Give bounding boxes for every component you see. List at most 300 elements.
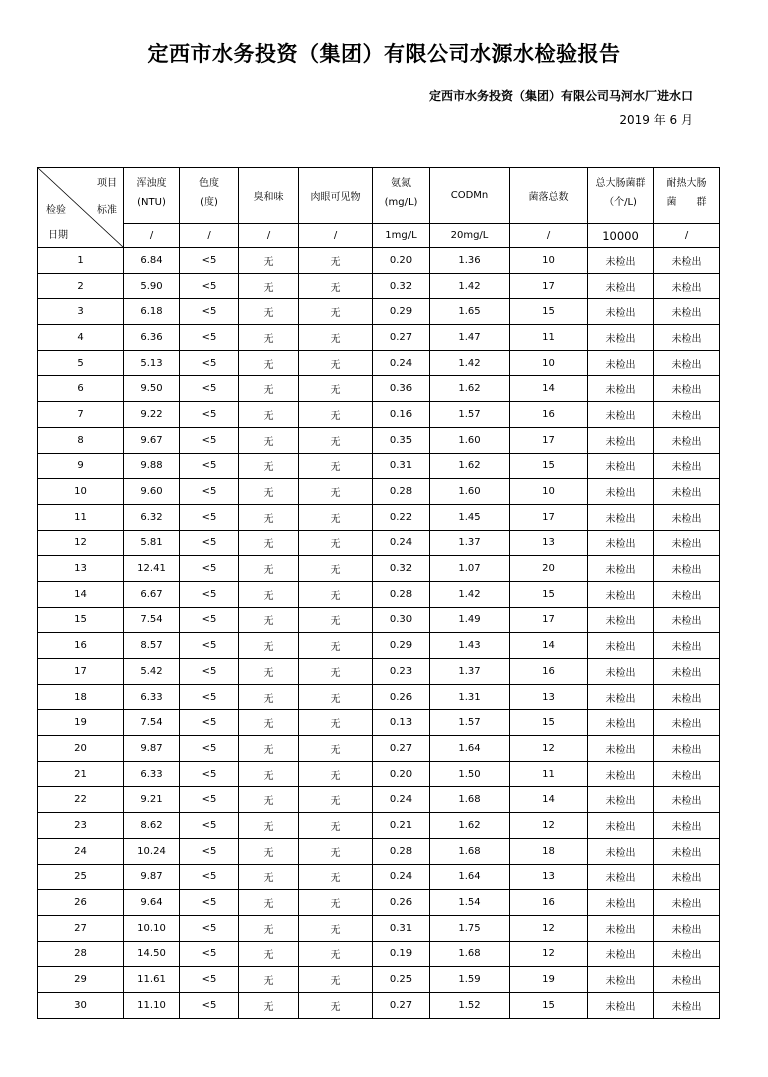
table-cell: 15 bbox=[510, 710, 588, 736]
table-row bbox=[38, 992, 720, 1018]
table-cell: 1.50 bbox=[430, 761, 510, 787]
table-cell: 无 bbox=[239, 787, 299, 813]
table-cell: 未检出 bbox=[588, 941, 654, 967]
table-cell: 5.90 bbox=[124, 273, 180, 299]
table-cell: 7.54 bbox=[124, 710, 180, 736]
table-cell: 无 bbox=[239, 736, 299, 762]
table-cell: <5 bbox=[180, 941, 239, 967]
table-cell: 17 bbox=[510, 607, 588, 633]
table-cell: 0.24 bbox=[373, 864, 430, 890]
row-day: 3 bbox=[38, 299, 124, 325]
table-cell: 1.64 bbox=[430, 736, 510, 762]
table-row bbox=[38, 530, 720, 556]
table-cell: 20 bbox=[510, 556, 588, 582]
row-day: 6 bbox=[38, 376, 124, 402]
table-cell: 未检出 bbox=[588, 736, 654, 762]
row-day: 27 bbox=[38, 915, 124, 941]
table-cell: 未检出 bbox=[654, 402, 720, 428]
table-cell: 0.19 bbox=[373, 941, 430, 967]
table-body bbox=[38, 248, 720, 1019]
table-cell: 0.32 bbox=[373, 556, 430, 582]
table-cell: 无 bbox=[299, 633, 373, 659]
table-cell: <5 bbox=[180, 376, 239, 402]
table-cell: 11 bbox=[510, 325, 588, 351]
table-cell: 未检出 bbox=[588, 633, 654, 659]
table-cell: 14 bbox=[510, 787, 588, 813]
table-cell: 未检出 bbox=[654, 479, 720, 505]
table-cell: 0.28 bbox=[373, 838, 430, 864]
header-corner-cell bbox=[38, 168, 124, 248]
row-day: 10 bbox=[38, 479, 124, 505]
table-cell: 未检出 bbox=[654, 581, 720, 607]
table-cell: 无 bbox=[239, 376, 299, 402]
table-cell: 1.62 bbox=[430, 813, 510, 839]
col-ammonia: 氨氮 (mg/L) bbox=[373, 168, 430, 224]
table-cell: 19 bbox=[510, 967, 588, 993]
table-cell: 0.26 bbox=[373, 890, 430, 916]
table-cell: 未检出 bbox=[654, 376, 720, 402]
table-cell: 0.24 bbox=[373, 350, 430, 376]
table-cell: 无 bbox=[299, 787, 373, 813]
report-title: 定西市水务投资（集团）有限公司水源水检验报告 bbox=[147, 42, 621, 66]
table-cell: 0.13 bbox=[373, 710, 430, 736]
table-cell: 6.18 bbox=[124, 299, 180, 325]
table-cell: 9.50 bbox=[124, 376, 180, 402]
table-cell: 8.62 bbox=[124, 813, 180, 839]
table-cell: 0.20 bbox=[373, 248, 430, 274]
table-cell: 6.36 bbox=[124, 325, 180, 351]
table-cell: 未检出 bbox=[654, 453, 720, 479]
row-day: 11 bbox=[38, 504, 124, 530]
table-cell: 0.29 bbox=[373, 299, 430, 325]
table-cell: 未检出 bbox=[654, 890, 720, 916]
table-cell: 未检出 bbox=[654, 633, 720, 659]
table-cell: <5 bbox=[180, 581, 239, 607]
row-day: 21 bbox=[38, 761, 124, 787]
table-cell: 未检出 bbox=[588, 299, 654, 325]
table-cell: 未检出 bbox=[588, 325, 654, 351]
table-cell: 16 bbox=[510, 890, 588, 916]
table-cell: 12.41 bbox=[124, 556, 180, 582]
table-cell: 0.23 bbox=[373, 659, 430, 685]
table-cell: <5 bbox=[180, 864, 239, 890]
table-cell: 1.47 bbox=[430, 325, 510, 351]
table-cell: 6.67 bbox=[124, 581, 180, 607]
header-check-label: 检验 bbox=[46, 205, 66, 216]
table-cell: 13 bbox=[510, 530, 588, 556]
table-cell: <5 bbox=[180, 992, 239, 1018]
table-cell: 无 bbox=[239, 838, 299, 864]
table-cell: 未检出 bbox=[588, 992, 654, 1018]
table-cell: 1.57 bbox=[430, 710, 510, 736]
standards-row bbox=[38, 224, 720, 248]
table-row bbox=[38, 453, 720, 479]
table-cell: <5 bbox=[180, 915, 239, 941]
table-row bbox=[38, 479, 720, 505]
table-cell: 未检出 bbox=[654, 967, 720, 993]
table-cell: 1.75 bbox=[430, 915, 510, 941]
table-cell: 17 bbox=[510, 504, 588, 530]
table-cell: 无 bbox=[299, 890, 373, 916]
table-cell: 无 bbox=[299, 299, 373, 325]
table-cell: 未检出 bbox=[588, 530, 654, 556]
table-cell: <5 bbox=[180, 402, 239, 428]
table-cell: 无 bbox=[299, 530, 373, 556]
col-color: 色度 (度) bbox=[180, 168, 239, 224]
table-cell: 无 bbox=[299, 427, 373, 453]
standard-value: / bbox=[299, 224, 373, 248]
table-cell: 无 bbox=[239, 761, 299, 787]
table-cell: 0.35 bbox=[373, 427, 430, 453]
table-cell: 1.49 bbox=[430, 607, 510, 633]
table-cell: <5 bbox=[180, 890, 239, 916]
standard-value: 10000 bbox=[588, 224, 654, 248]
table-row bbox=[38, 684, 720, 710]
table-row bbox=[38, 787, 720, 813]
table-cell: 无 bbox=[299, 915, 373, 941]
table-cell: <5 bbox=[180, 325, 239, 351]
table-cell: 6.32 bbox=[124, 504, 180, 530]
row-day: 15 bbox=[38, 607, 124, 633]
table-cell: 无 bbox=[239, 941, 299, 967]
table-cell: 未检出 bbox=[654, 427, 720, 453]
table-cell: 未检出 bbox=[588, 581, 654, 607]
table-cell: 10 bbox=[510, 248, 588, 274]
table-row bbox=[38, 838, 720, 864]
table-cell: 无 bbox=[299, 761, 373, 787]
table-cell: 无 bbox=[239, 402, 299, 428]
table-cell: 无 bbox=[299, 992, 373, 1018]
row-day: 22 bbox=[38, 787, 124, 813]
table-cell: 无 bbox=[239, 273, 299, 299]
table-cell: 未检出 bbox=[654, 864, 720, 890]
table-cell: 未检出 bbox=[588, 273, 654, 299]
table-cell: <5 bbox=[180, 479, 239, 505]
table-cell: 0.16 bbox=[373, 402, 430, 428]
table-cell: 未检出 bbox=[654, 248, 720, 274]
table-cell: 14 bbox=[510, 633, 588, 659]
header-standard-label: 标准 bbox=[97, 205, 117, 216]
table-cell: 未检出 bbox=[654, 787, 720, 813]
table-cell: 9.64 bbox=[124, 890, 180, 916]
table-cell: 无 bbox=[299, 504, 373, 530]
table-row bbox=[38, 915, 720, 941]
table-cell: 无 bbox=[239, 530, 299, 556]
table-cell: 未检出 bbox=[654, 530, 720, 556]
table-cell: 无 bbox=[239, 684, 299, 710]
table-row bbox=[38, 761, 720, 787]
table-cell: 未检出 bbox=[588, 915, 654, 941]
standard-value: / bbox=[510, 224, 588, 248]
row-day: 17 bbox=[38, 659, 124, 685]
table-cell: 未检出 bbox=[588, 350, 654, 376]
table-cell: 未检出 bbox=[654, 761, 720, 787]
table-cell: <5 bbox=[180, 967, 239, 993]
report-location: 定西市水务投资（集团）有限公司马河水厂进水口 bbox=[428, 89, 693, 103]
table-cell: 10.10 bbox=[124, 915, 180, 941]
water-quality-table bbox=[37, 167, 720, 1019]
table-cell: 无 bbox=[299, 248, 373, 274]
standard-value: / bbox=[180, 224, 239, 248]
table-cell: 0.31 bbox=[373, 915, 430, 941]
table-row bbox=[38, 556, 720, 582]
table-cell: <5 bbox=[180, 659, 239, 685]
table-cell: 12 bbox=[510, 813, 588, 839]
standard-value: / bbox=[124, 224, 180, 248]
table-cell: 无 bbox=[239, 659, 299, 685]
table-cell: 15 bbox=[510, 992, 588, 1018]
table-cell: 1.68 bbox=[430, 941, 510, 967]
row-day: 29 bbox=[38, 967, 124, 993]
table-row bbox=[38, 890, 720, 916]
table-cell: 0.21 bbox=[373, 813, 430, 839]
table-cell: <5 bbox=[180, 273, 239, 299]
table-cell: <5 bbox=[180, 530, 239, 556]
table-cell: 无 bbox=[299, 813, 373, 839]
row-day: 2 bbox=[38, 273, 124, 299]
header-date-label: 日期 bbox=[48, 230, 68, 241]
col-visible-matter: 肉眼可见物 bbox=[299, 168, 373, 224]
table-cell: 无 bbox=[239, 504, 299, 530]
header-item-label: 项目 bbox=[97, 178, 117, 189]
table-row bbox=[38, 941, 720, 967]
table-cell: 13 bbox=[510, 864, 588, 890]
table-cell: 未检出 bbox=[588, 813, 654, 839]
table-cell: 9.22 bbox=[124, 402, 180, 428]
table-cell: 5.81 bbox=[124, 530, 180, 556]
table-cell: 0.28 bbox=[373, 581, 430, 607]
table-cell: 0.28 bbox=[373, 479, 430, 505]
standard-value: 1mg/L bbox=[373, 224, 430, 248]
table-cell: 1.59 bbox=[430, 967, 510, 993]
table-cell: 10.24 bbox=[124, 838, 180, 864]
table-cell: <5 bbox=[180, 787, 239, 813]
table-row bbox=[38, 864, 720, 890]
row-day: 9 bbox=[38, 453, 124, 479]
row-day: 12 bbox=[38, 530, 124, 556]
table-cell: 未检出 bbox=[654, 299, 720, 325]
row-day: 18 bbox=[38, 684, 124, 710]
table-cell: 16 bbox=[510, 402, 588, 428]
table-cell: 未检出 bbox=[588, 453, 654, 479]
table-cell: <5 bbox=[180, 299, 239, 325]
table-cell: 9.21 bbox=[124, 787, 180, 813]
table-row bbox=[38, 633, 720, 659]
table-cell: 0.29 bbox=[373, 633, 430, 659]
table-cell: 无 bbox=[299, 659, 373, 685]
table-cell: <5 bbox=[180, 504, 239, 530]
row-day: 13 bbox=[38, 556, 124, 582]
col-colony-count: 菌落总数 bbox=[510, 168, 588, 224]
table-cell: 5.13 bbox=[124, 350, 180, 376]
table-cell: 无 bbox=[299, 325, 373, 351]
table-cell: 无 bbox=[299, 350, 373, 376]
table-cell: 未检出 bbox=[588, 402, 654, 428]
row-day: 5 bbox=[38, 350, 124, 376]
table-cell: 5.42 bbox=[124, 659, 180, 685]
table-cell: 无 bbox=[299, 864, 373, 890]
table-cell: 无 bbox=[239, 581, 299, 607]
table-cell: 12 bbox=[510, 736, 588, 762]
table-cell: 9.60 bbox=[124, 479, 180, 505]
table-cell: 无 bbox=[239, 813, 299, 839]
table-cell: 1.64 bbox=[430, 864, 510, 890]
table-cell: 1.65 bbox=[430, 299, 510, 325]
table-cell: 未检出 bbox=[654, 273, 720, 299]
table-cell: 无 bbox=[299, 479, 373, 505]
table-cell: 0.22 bbox=[373, 504, 430, 530]
table-cell: 无 bbox=[299, 607, 373, 633]
table-cell: 0.20 bbox=[373, 761, 430, 787]
row-day: 20 bbox=[38, 736, 124, 762]
table-cell: 无 bbox=[299, 838, 373, 864]
table-cell: 11.10 bbox=[124, 992, 180, 1018]
table-cell: 1.57 bbox=[430, 402, 510, 428]
table-cell: 未检出 bbox=[588, 761, 654, 787]
table-cell: 1.68 bbox=[430, 838, 510, 864]
table-cell: 14 bbox=[510, 376, 588, 402]
table-cell: 未检出 bbox=[588, 967, 654, 993]
table-cell: 未检出 bbox=[588, 556, 654, 582]
table-cell: 无 bbox=[239, 967, 299, 993]
table-cell: 0.25 bbox=[373, 967, 430, 993]
table-cell: 未检出 bbox=[588, 504, 654, 530]
table-cell: 未检出 bbox=[588, 890, 654, 916]
table-row bbox=[38, 350, 720, 376]
table-cell: 9.67 bbox=[124, 427, 180, 453]
table-cell: 无 bbox=[239, 350, 299, 376]
table-cell: 1.43 bbox=[430, 633, 510, 659]
col-thermotolerant-coliform: 耐热大肠 菌 群 bbox=[654, 168, 720, 224]
table-cell: 10 bbox=[510, 479, 588, 505]
table-cell: 无 bbox=[299, 967, 373, 993]
table-cell: <5 bbox=[180, 813, 239, 839]
table-cell: 未检出 bbox=[588, 684, 654, 710]
table-cell: 未检出 bbox=[588, 248, 654, 274]
table-cell: 0.24 bbox=[373, 530, 430, 556]
table-row bbox=[38, 710, 720, 736]
table-cell: 无 bbox=[239, 890, 299, 916]
table-cell: <5 bbox=[180, 556, 239, 582]
table-cell: 15 bbox=[510, 581, 588, 607]
table-cell: 1.37 bbox=[430, 659, 510, 685]
table-cell: 10 bbox=[510, 350, 588, 376]
standard-value: / bbox=[654, 224, 720, 248]
table-cell: 无 bbox=[239, 556, 299, 582]
table-cell: 11 bbox=[510, 761, 588, 787]
table-cell: 17 bbox=[510, 273, 588, 299]
table-cell: 无 bbox=[299, 736, 373, 762]
table-cell: 未检出 bbox=[588, 376, 654, 402]
table-cell: 未检出 bbox=[654, 710, 720, 736]
table-cell: 9.88 bbox=[124, 453, 180, 479]
table-cell: 无 bbox=[239, 248, 299, 274]
table-cell: 1.07 bbox=[430, 556, 510, 582]
table-cell: <5 bbox=[180, 248, 239, 274]
table-cell: 未检出 bbox=[588, 838, 654, 864]
table-cell: 未检出 bbox=[654, 736, 720, 762]
table-cell: 无 bbox=[299, 710, 373, 736]
table-cell: 9.87 bbox=[124, 736, 180, 762]
table-cell: 无 bbox=[239, 299, 299, 325]
table-cell: 1.52 bbox=[430, 992, 510, 1018]
table-cell: 无 bbox=[239, 864, 299, 890]
table-cell: 11.61 bbox=[124, 967, 180, 993]
table-cell: 0.31 bbox=[373, 453, 430, 479]
table-row bbox=[38, 504, 720, 530]
table-cell: 15 bbox=[510, 453, 588, 479]
table-cell: 1.42 bbox=[430, 350, 510, 376]
table-cell: 无 bbox=[239, 427, 299, 453]
row-day: 26 bbox=[38, 890, 124, 916]
standard-value: 20mg/L bbox=[430, 224, 510, 248]
row-day: 14 bbox=[38, 581, 124, 607]
table-cell: 0.36 bbox=[373, 376, 430, 402]
table-cell: 1.31 bbox=[430, 684, 510, 710]
table-row bbox=[38, 607, 720, 633]
table-cell: 未检出 bbox=[588, 659, 654, 685]
row-day: 28 bbox=[38, 941, 124, 967]
table-cell: 18 bbox=[510, 838, 588, 864]
table-cell: 1.62 bbox=[430, 453, 510, 479]
table-cell: 1.60 bbox=[430, 479, 510, 505]
table-cell: 1.54 bbox=[430, 890, 510, 916]
table-row bbox=[38, 813, 720, 839]
table-cell: 8.57 bbox=[124, 633, 180, 659]
table-cell: 未检出 bbox=[654, 915, 720, 941]
table-row bbox=[38, 659, 720, 685]
table-cell: <5 bbox=[180, 350, 239, 376]
table-row bbox=[38, 299, 720, 325]
table-cell: 未检出 bbox=[654, 838, 720, 864]
report-date: 2019 年 6 月 bbox=[619, 113, 693, 127]
table-cell: 无 bbox=[239, 453, 299, 479]
table-cell: <5 bbox=[180, 453, 239, 479]
table-row bbox=[38, 427, 720, 453]
table-cell: 未检出 bbox=[654, 684, 720, 710]
table-cell: 1.45 bbox=[430, 504, 510, 530]
table-cell: 未检出 bbox=[654, 325, 720, 351]
row-day: 25 bbox=[38, 864, 124, 890]
table-cell: 9.87 bbox=[124, 864, 180, 890]
table-cell: 无 bbox=[299, 556, 373, 582]
table-cell: 未检出 bbox=[588, 427, 654, 453]
table-cell: 无 bbox=[239, 479, 299, 505]
table-cell: 无 bbox=[299, 453, 373, 479]
table-cell: <5 bbox=[180, 427, 239, 453]
table-cell: 无 bbox=[299, 273, 373, 299]
table-cell: 13 bbox=[510, 684, 588, 710]
table-cell: 1.60 bbox=[430, 427, 510, 453]
table-cell: 0.27 bbox=[373, 325, 430, 351]
table-cell: 无 bbox=[239, 607, 299, 633]
table-cell: 0.26 bbox=[373, 684, 430, 710]
row-day: 23 bbox=[38, 813, 124, 839]
table-cell: 0.30 bbox=[373, 607, 430, 633]
table-cell: 1.62 bbox=[430, 376, 510, 402]
table-cell: 16 bbox=[510, 659, 588, 685]
col-odor: 臭和味 bbox=[239, 168, 299, 224]
table-cell: 未检出 bbox=[654, 659, 720, 685]
table-cell: 0.27 bbox=[373, 992, 430, 1018]
row-day: 7 bbox=[38, 402, 124, 428]
table-cell: 无 bbox=[299, 402, 373, 428]
row-day: 4 bbox=[38, 325, 124, 351]
table-cell: 未检出 bbox=[654, 813, 720, 839]
table-cell: <5 bbox=[180, 710, 239, 736]
standard-value: / bbox=[239, 224, 299, 248]
table-cell: 未检出 bbox=[654, 556, 720, 582]
